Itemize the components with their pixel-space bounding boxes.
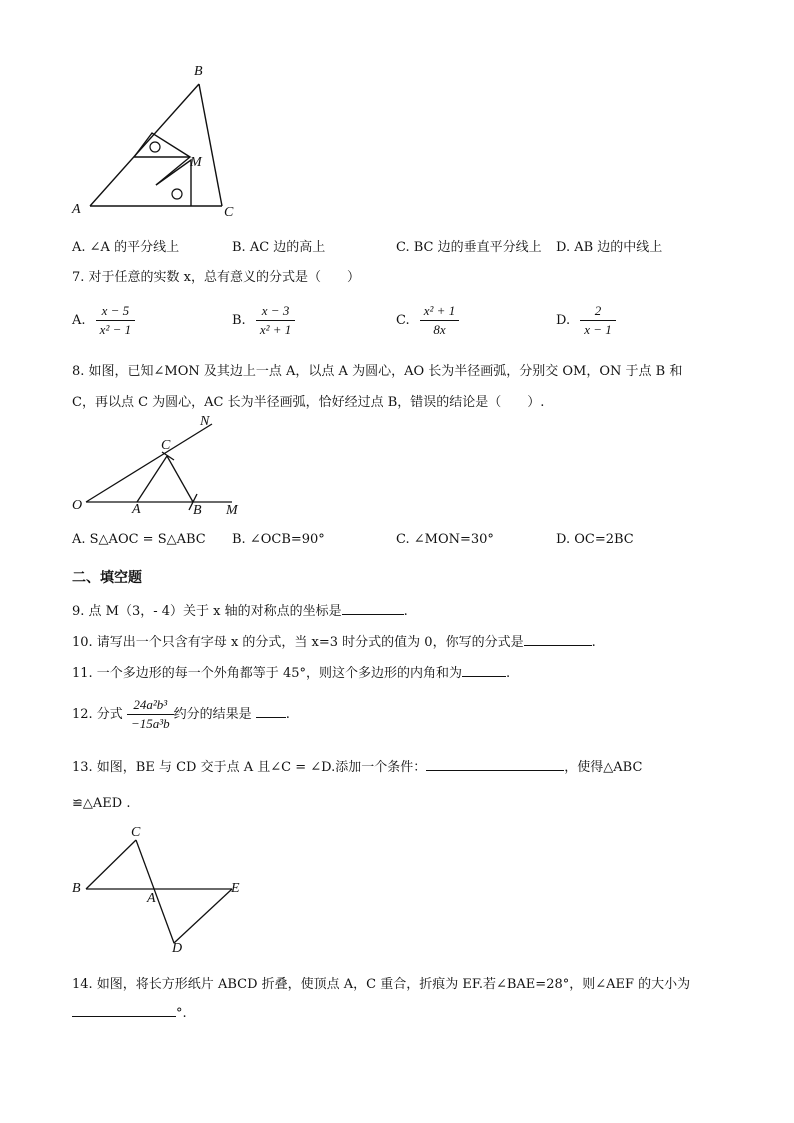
q14-degree-suffix: °. [176,1006,187,1021]
q12-numerator: 24a²b³ [127,696,174,715]
q12 [72,696,290,733]
q12-prefix: 12. 分式 [72,707,123,722]
fig1-label-b: B [194,64,203,79]
q12-fraction [127,696,174,733]
fig3-label-e: E [231,881,240,896]
fig3-label-c: C [131,825,141,840]
q7-b-prefix: B. [232,313,246,328]
q11-answer-blank[interactable] [462,664,506,677]
q9-period: . [403,604,408,619]
q8-option-d[interactable]: D. OC=2BC [556,532,634,547]
q6-option-b[interactable]: B. AC 边的高上 [232,240,326,255]
q8-stem-line1: 8. 如图，已知∠MON 及其边上一点 A，以点 A 为圆心，AO 长为半径画弧，分别交 OM，ON 于点 B 和 [72,364,683,379]
fig2-label-n: N [200,414,210,429]
q7-option-a[interactable] [72,302,135,339]
fig2-label-m: M [226,503,238,518]
fig3-label-d: D [172,941,183,956]
q13-line1 [72,756,642,775]
fig1-label-m: M [190,155,202,170]
q6-option-c[interactable]: C. BC 边的垂直平分线上 [396,240,542,255]
section-heading-fill-blank: 二、填空题 [72,570,142,586]
q9-text: 9. 点 M（3，- 4）关于 x 轴的对称点的坐标是 [72,604,342,619]
q7-c-denominator: 8x [433,322,446,337]
q12-period: . [285,707,290,722]
q7-b-denominator: x² + 1 [259,322,292,337]
q11 [72,662,510,681]
q7-option-d[interactable] [556,302,616,339]
q11-period: . [505,666,511,681]
q12-answer-blank[interactable] [256,705,286,718]
q10-period: . [591,635,596,650]
q7-option-c[interactable] [396,302,459,339]
q7-a-denominator: x² − 1 [99,322,132,337]
q7-c-fraction [420,302,459,339]
q7-d-numerator: 2 [580,302,616,321]
q8-stem-line2: C，再以点 C 为圆心，AC 长为半径画弧，恰好经过点 B，错误的结论是（ ）. [72,395,545,410]
q7-c-prefix: C. [396,313,410,328]
fig2-label-c: C [161,438,171,453]
figure-triangle-abm [60,55,260,230]
q7-b-fraction [256,302,295,339]
q7-c-numerator: x² + 1 [420,302,459,321]
fig2-label-b: B [193,503,202,518]
fig3-label-b: B [72,881,81,896]
q7-stem: 7. 对于任意的实数 x，总有意义的分式是（ ） [72,270,360,285]
q8-option-a[interactable]: A. S△AOC = S△ABC [72,532,206,547]
q9-answer-blank[interactable] [342,602,404,615]
q8-option-c[interactable]: C. ∠MON=30° [396,532,494,547]
fig1-label-c: C [224,205,234,220]
q7-d-fraction [580,302,616,339]
q13-answer-blank[interactable] [426,758,564,771]
q7-a-numerator: x − 5 [96,302,135,321]
q7-d-denominator: x − 1 [584,322,612,337]
q11-text: 11. 一个多边形的每一个外角都等于 45°，则这个多边形的内角和为 [72,666,462,681]
q14-line1: 14. 如图，将长方形纸片 ABCD 折叠，使顶点 A，C 重合，折痕为 EF.若∠BAE=28°，则∠AEF 的大小为 [72,977,691,992]
fig2-label-a: A [132,502,141,517]
fig3-label-a: A [147,891,156,906]
q10-text: 10. 请写出一个只含有字母 x 的分式，当 x=3 时分式的值为 0，你写的分式是 [72,635,524,650]
q7-b-numerator: x − 3 [256,302,295,321]
q8-option-b[interactable]: B. ∠OCB=90° [232,532,325,547]
q10 [72,631,596,650]
q6-option-d[interactable]: D. AB 边的中线上 [556,240,663,255]
q9 [72,600,408,619]
q7-a-prefix: A. [72,313,86,328]
q13-text: 13. 如图，BE 与 CD 交于点 A 且∠C = ∠D.添加一个条件： [72,760,427,775]
q7-a-fraction [96,302,135,339]
fig2-label-o: O [72,498,83,513]
q13-text-end: ，使得△ABC [564,760,643,775]
q7-option-b[interactable] [232,302,295,339]
figure-bowtie [70,825,250,960]
q6-option-a[interactable]: A. ∠A 的平分线上 [72,240,180,255]
q13-line2: ≌△AED . [72,796,131,811]
fig1-label-a: A [72,202,81,217]
q7-d-prefix: D. [556,313,571,328]
q14-answer-blank[interactable] [72,1004,176,1017]
q10-answer-blank[interactable] [524,633,592,646]
q12-denominator: −15a³b [130,716,170,731]
q14-line2 [72,1004,187,1021]
q12-suffix: 约分的结果是 [173,707,252,722]
